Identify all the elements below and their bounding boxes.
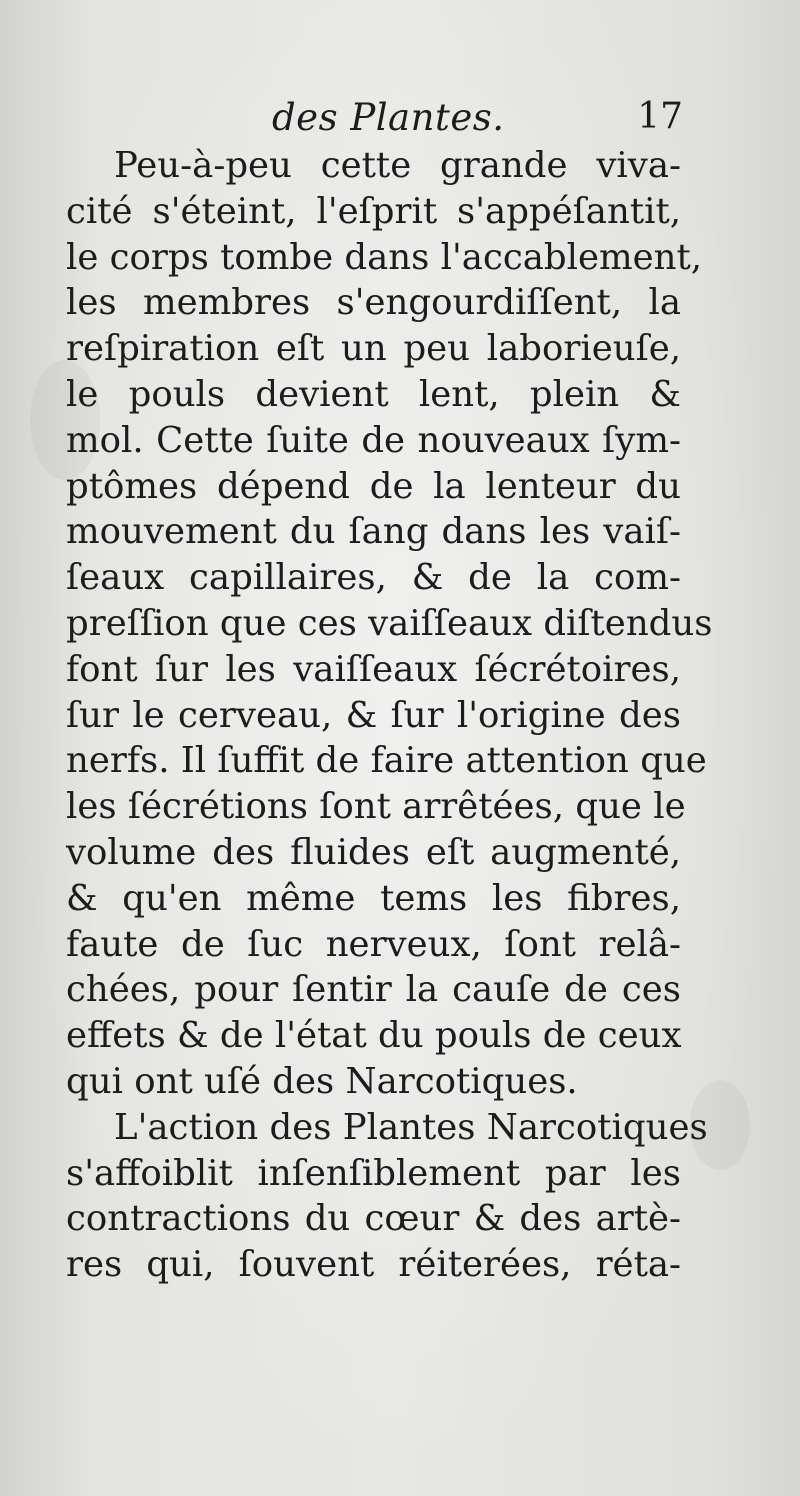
text-line: qui ont uſé des Narcotiques. [66,1060,578,1102]
text-line: preſſion que ces vaiſſeaux diſtendus [66,602,713,644]
text-line: & qu'en même tems les fibres, [66,877,681,919]
text-line: mouvement du ſang dans les vaiſ- [66,511,681,553]
text-line: contractions du cœur & des artè- [66,1198,681,1240]
page-header [88,96,683,146]
text-line: ptômes dépend de la lenteur du [66,465,681,507]
page-number: 17 [637,96,683,137]
text-line: le corps tombe dans l'accablement, [66,236,703,278]
text-line: Peu-à-peu cette grande viva- [114,145,681,186]
text-line: effets & de l'état du pouls de ceux [66,1015,682,1057]
text-line: L'action des Plantes Narcotiques [114,1106,708,1148]
text-line: res qui, ſouvent réiterées, réta- [66,1244,681,1286]
text-line: le pouls devient lent, plein & [66,373,681,415]
text-line: volume des fluides eſt augmenté, [66,831,681,873]
text-line: font ſur les vaiſſeaux ſécrétoires, [66,648,681,690]
text-line: s'affoiblit inſenſiblement par les [66,1152,681,1194]
text-line: cité s'éteint, l'eſprit s'appéſantit, [66,190,681,232]
text-line: nerfs. Il ſuffit de faire attention que [66,740,707,782]
text-line: ſur le cerveau, & ſur l'origine des [66,694,681,736]
text-line: les ſécrétions ſont arrêtées, que le [66,786,686,828]
text-line: les membres s'engourdiſſent, la [66,282,681,324]
text-line: mol. Cette ſuite de nouveaux ſym- [66,419,681,461]
text-line: reſpiration eſt un peu laborieuſe, [66,328,681,370]
running-title: des Plantes. [272,96,505,139]
body-text [66,143,713,1288]
text-line: chées, pour ſentir la cauſe de ces [66,969,681,1011]
text-line: faute de ſuc nerveux, ſont relâ- [66,923,681,965]
text-line: ſeaux capillaires, & de la com- [66,557,681,599]
